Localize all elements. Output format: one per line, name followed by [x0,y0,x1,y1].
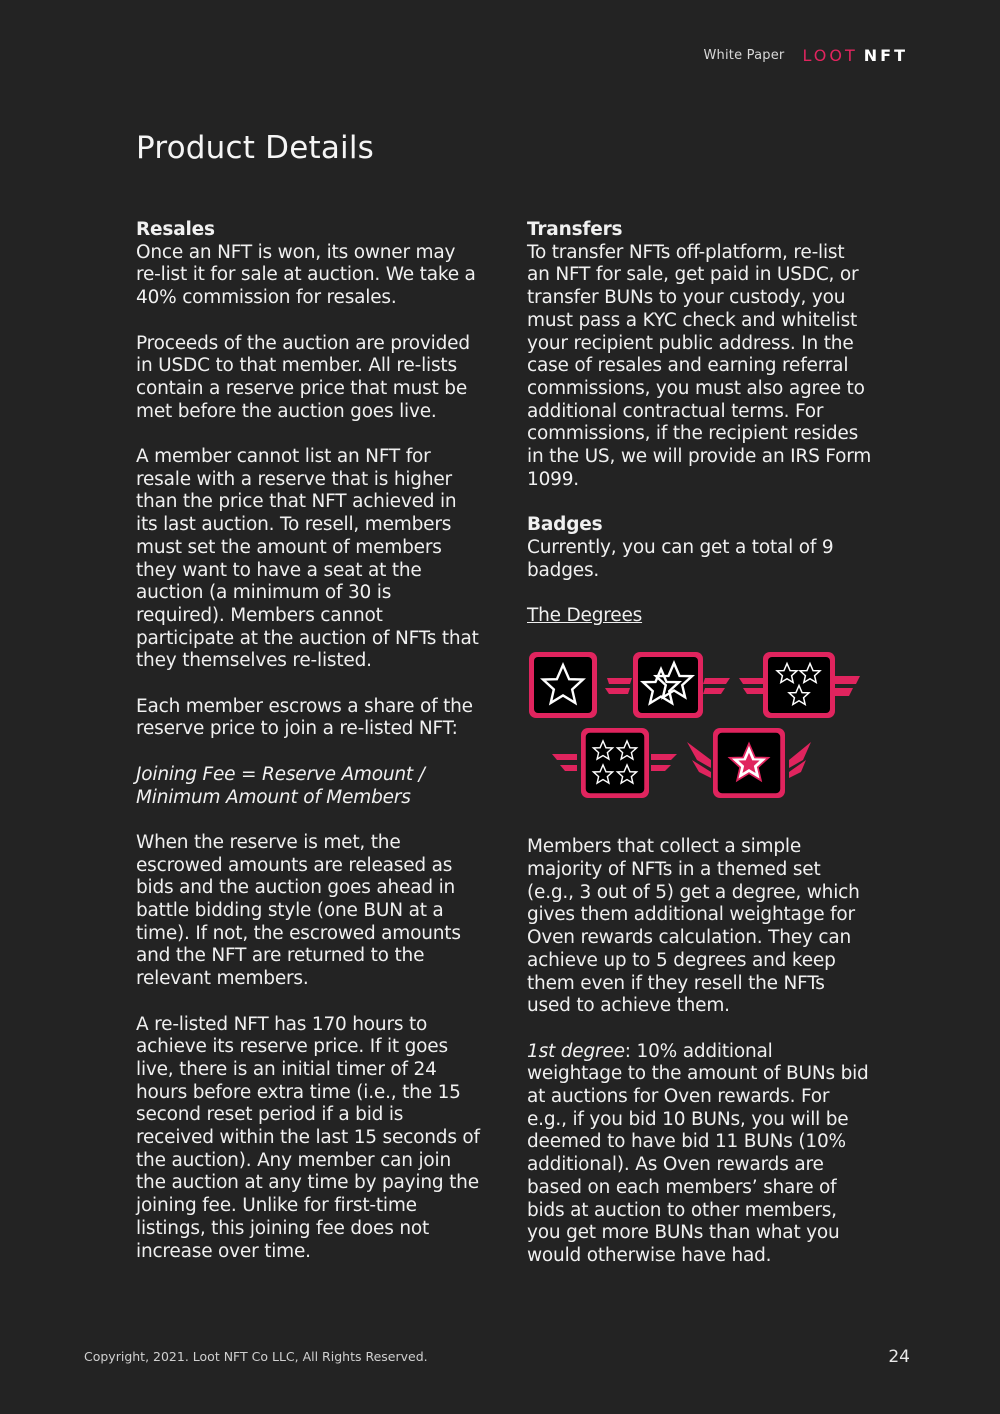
badges-heading: Badges [527,514,603,536]
page-number: 24 [888,1347,910,1367]
logo-nft-text: NFT [863,46,908,65]
transfers-heading: Transfers [527,219,623,240]
degree-2-badge [633,652,703,718]
page-header [704,46,909,65]
footer-copyright: Copyright, 2021. Loot NFT Co LLC, All Rights Reserved. [84,1349,428,1364]
resales-paragraph-4: Each member escrows a share of the reserve price to join a re-listed NFT: [136,695,473,740]
badges-paragraph: Currently, you can get a total of 9 badges. [527,536,834,581]
resales-paragraph-3: A member cannot list an NFT for resale with a reserve that is higher than the price that NFT achieved in its last auction. To resell, members must set the amount of members they want to have a seat at the auction (a minimum of 30 is required). Members cannot participate at the auction of NFTs that they themselves re-listed. [136,446,479,672]
degree-3-badge [763,652,835,718]
degree-badges-illustration [527,650,867,802]
resales-paragraph-2: Proceeds of the auction are provided in USDC to that member. All re-lists contain a reserve price that must be met before the auction goes live. [136,332,470,422]
logo-loot-text: LOOT [802,46,858,65]
first-degree-label: 1st degree [527,1040,625,1062]
first-degree-paragraph [527,1041,872,1268]
joining-fee-formula: Joining Fee = Reserve Amount / Minimum Amount of Members [136,763,425,808]
degree-4-badge [581,728,649,798]
left-column [136,219,481,1263]
loot-nft-logo [802,46,908,65]
degrees-paragraph: Members that collect a simple majority of NFTs in a themed set (e.g., 3 out of 5) get a degree, which gives them additional weightage for Oven rewards calculation. They can achieve up to 5 degrees and keep them even if they resell the NFTs used to achieve them. [527,836,860,1017]
resales-heading: Resales [136,219,215,240]
doc-label: White Paper [703,48,785,63]
transfers-paragraph: To transfer NFTs off-platform, re-list an NFT for sale, get paid in USDC, or transfer BUNs to your custody, you must pass a KYC check and whitelist your recipient public address. In the case of resales and earning referral commissions, you must also agree to additional contractual terms. For commissions, if the recipient resides in the US, we will provide an IRS Form 1099. [527,241,872,490]
degrees-link[interactable]: The Degrees [527,604,643,626]
degree-1-badge [529,652,597,718]
degree-5-badge [713,728,785,798]
first-degree-text: : 10% additional weightage to the amount of BUNs bid at auctions for Oven rewards. For e.g., if you bid 10 BUNs, you will be deemed to have bid 11 BUNs (10% additional). As Oven rewards are based on each members’ share of bids at auction to other members, you get more BUNs than what you would otherwise have had. [527,1040,869,1266]
resales-paragraph-5: When the reserve is met, the escrowed amounts are released as bids and the auction goes ahead in battle bidding style (one BUN at a time). If not, the escrowed amounts and the NFT are returned to the relevant members. [136,831,461,990]
resales-paragraph-1: Once an NFT is won, its owner may re-list it for sale at auction. We take a 40% commission for resales. [136,241,476,309]
right-column [527,219,872,1268]
resales-paragraph-6: A re-listed NFT has 170 hours to achieve its reserve price. If it goes live, there is an initial timer of 24 hours before extra time (i.e., the 15 second reset period if a bid is received within the last 15 seconds of the auction). Any member can join the auction at any time by paying the joining fee. Unlike for first-time listings, this joining fee does not increase over time. [136,1013,480,1262]
page-title: Product Details [136,130,375,166]
